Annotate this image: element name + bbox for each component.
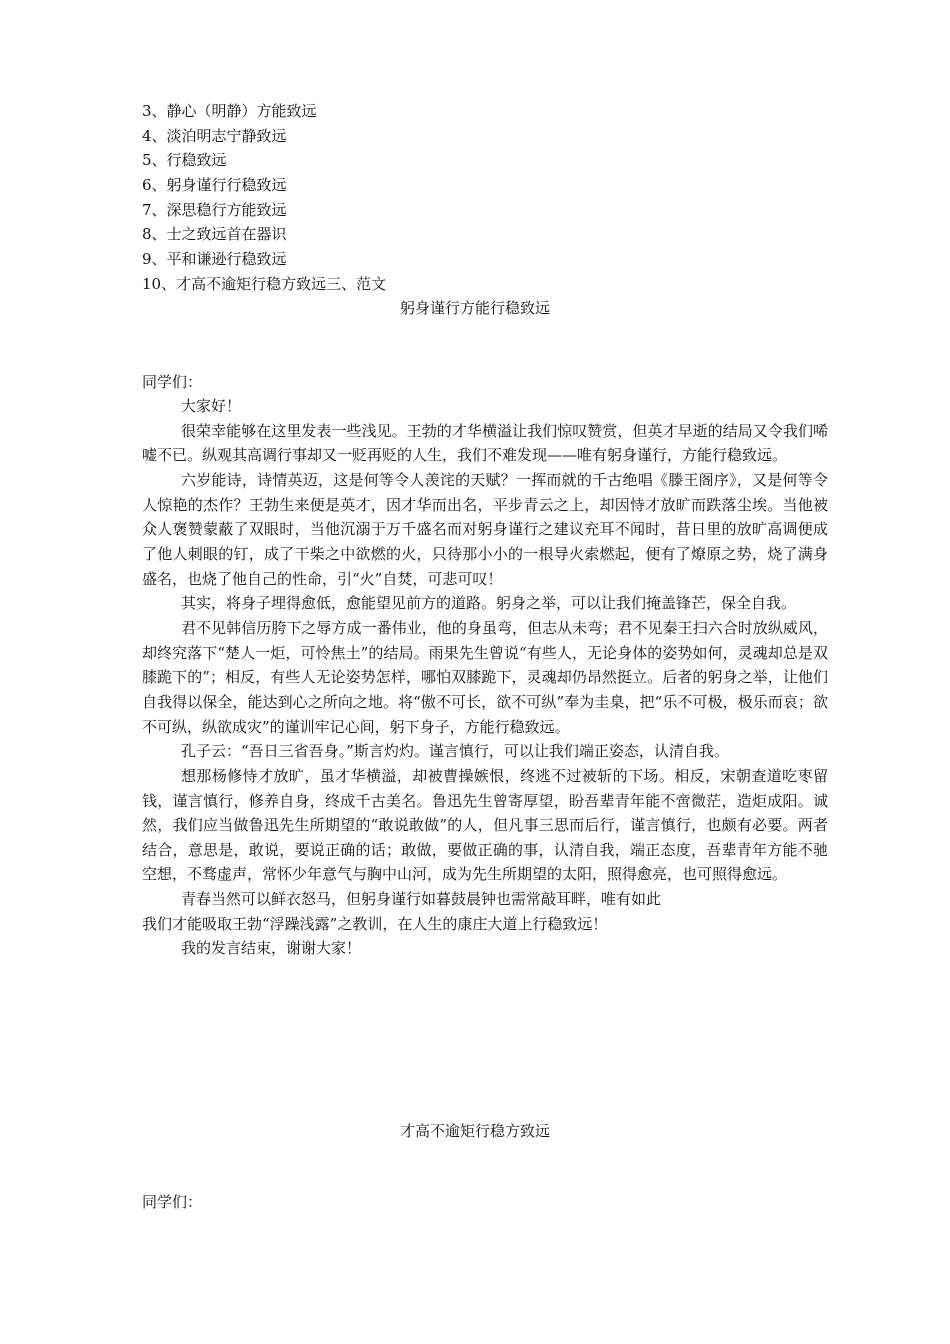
outline-item: 3、静心（明静）方能致远 (142, 102, 317, 120)
outline-item: 7、深思稳行方能致远 (142, 200, 287, 219)
outline-list (142, 99, 386, 297)
paragraph: 青春当然可以鲜衣怒马，但躬身谨行如暮鼓晨钟也需常敲耳畔，唯有如此 (181, 890, 662, 909)
outline-item: 6、躬身谨行行稳致远 (142, 176, 287, 195)
paragraph: 很荣幸能够在这里发表一些浅见。王勃的才华横溢让我们惊叹赞赏，但英才早逝的结局又令我们唏嘘不已。纵观其高调行事却又一贬再贬的人生，我们不难发现——唯有躬身谨行，方能行稳致远。 (142, 421, 828, 465)
paragraph: 其实，将身子埋得愈低，愈能望见前方的道路。躬身之举，可以让我们掩盖锋芒，保全自我。 (181, 594, 797, 613)
paragraph: 想那杨修恃才放旷，虽才华横溢，却被曹操嫉恨，终逃不过被斩的下场。相反，宋朝查道吃枣留钱，谨言慎行，修养自身，终成千古美名。鲁迅先生曾寄厚望，盼吾辈青年能不啻微茫，造炬成阳。诚然，我们应当做鲁迅先生所期望的“敢说敢做”的人，但凡事三思而后行，谨言慎行，也颇有必要。两者结合，意思是，敢说，要说正确的话；敢做，要做正确的事，认清自我，端正态度，吾辈青年方能不驰空想，不骛虚声，常怀少年意气与胸中山河，成为先生所期望的太阳，照得愈亮，也可照得愈远。 (142, 766, 828, 884)
essay-greeting: 同学们： (142, 1193, 203, 1211)
paragraph: 大家好！ (181, 397, 242, 415)
outline-item: 8、士之致远首在器识 (142, 225, 287, 244)
essay-greeting: 同学们： (142, 373, 203, 391)
essay-title: 才高不逾矩行稳方致远 (399, 1122, 550, 1140)
essay-body (142, 394, 828, 961)
paragraph: 六岁能诗，诗情英迈，这是何等令人羡诧的天赋？一挥而就的千古绝唱《滕王阁序》，又是何等令人惊艳的杰作？王勃生来便是英才，因才华而出名，平步青云之上，却因恃才放旷而跌落尘埃。当他被众人褒赞蒙蔽了双眼时，当他沉溺于万千盛名而对躬身谨行之建议充耳不闻时，昔日里的放旷高调便成了他人刺眼的钉，成了干柴之中欲燃的火，只待那小小的一根导火索燃起，便有了燎原之势，烧了满身盛名，也烧了他自己的性命，引“火”自焚，可悲可叹！ (142, 470, 828, 588)
outline-item: 5、行稳致远 (142, 151, 227, 170)
paragraph: 君不见韩信历胯下之辱方成一番伟业，他的身虽弯，但志从未弯；君不见秦王扫六合时放纵威风，却终究落下“楚人一炬，可怜焦土”的结局。雨果先生曾说“有些人，无论身体的姿势如何，灵魂却总是双膝跪下的”；相反，有些人无论姿势怎样，哪怕双膝跪下，灵魂却仍昂然挺立。后者的躬身之举，让他们自我得以保全，能达到心之所向之地。将“傲不可长，欲不可纵”奉为圭臬，把“乐不可极，极乐而哀；欲不可纵，纵欲成灾”的谨训牢记心间，躬下身子，方能行稳致远。 (142, 618, 828, 736)
essay-title: 躬身谨行方能行稳致远 (399, 299, 550, 317)
paragraph: 我的发言结束，谢谢大家！ (181, 939, 362, 958)
outline-item: 9、平和谦逊行稳致远 (142, 250, 287, 269)
outline-item: 4、淡泊明志宁静致远 (142, 126, 287, 145)
paragraph: 孔子云：“吾日三省吾身。”斯言灼灼。谨言慎行，可以让我们端正姿态，认清自我。 (181, 742, 729, 761)
outline-item: 10、才高不逾矩行稳方致远三、范文 (142, 274, 387, 293)
paragraph: 我们才能吸取王勃“浮躁浅露”之教训，在人生的康庄大道上行稳致远！ (142, 914, 608, 933)
